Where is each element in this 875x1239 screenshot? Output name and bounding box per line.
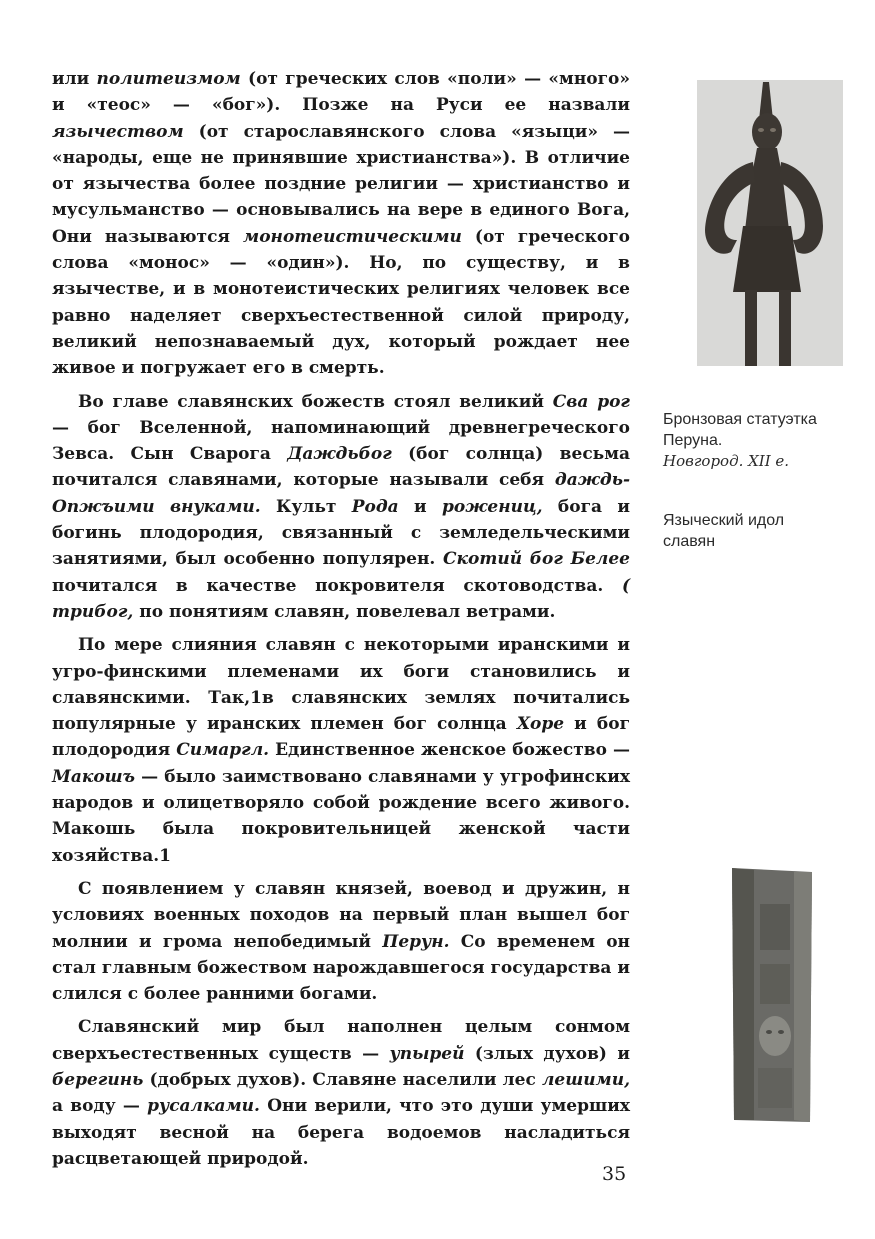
statuette-figure-icon [697, 80, 843, 366]
text-run: (добрых духов). Славяне населили лес [143, 1069, 542, 1090]
paragraph [52, 389, 630, 626]
emphasized-term: Перун. [382, 931, 450, 952]
bronze-statuette-photo [697, 80, 843, 366]
pagan-idol-photo [724, 864, 820, 1126]
emphasized-term: политеизмом [96, 69, 241, 89]
emphasized-term: Макошъ [52, 766, 136, 787]
paragraph [52, 1014, 630, 1172]
paragraph [52, 66, 630, 382]
text-run: бога и богинь плодородия, связанный с земледельческими занятиями, был особенно популярен. [52, 496, 630, 570]
emphasized-term: Хоре [516, 714, 565, 735]
text-run: а воду — [52, 1096, 148, 1117]
text-run: Славянский мир был наполнен целым сонмом сверхъестественных существ — [52, 1017, 630, 1064]
emphasized-term: даждь-Опжъими внуками. [52, 470, 630, 517]
text-run: — бог Вселенной, напоминающий древнегреческого Зевса. Сын Сварога [52, 417, 630, 465]
emphasized-term: Сва рог [552, 391, 630, 412]
text-run: (от старославянского слова «языци» — «народы, еще не принявшие христианства»). В отличие от язычества более поздние религии — христианство и мусульманство — основывались на вере в единого Вога, Они называются [52, 121, 630, 247]
text-run: Со временем он стал главным божеством нарождавшегося государства и слился с более ранними богами. [52, 931, 631, 1005]
text-run: Единственное женское божество — [269, 740, 630, 761]
main-text-column [52, 66, 630, 1179]
emphasized-term: Рода [351, 496, 399, 517]
text-run: — было заимствовано славянами у угрофинских народов и олицетворяло собой рождение всего живого. Макошь была покровительницей женской части хозяйства.1 [52, 766, 630, 866]
emphasized-term: Даждьбог [287, 444, 392, 465]
idol-caption-line-1: Языческий идол [663, 512, 785, 529]
idol-caption-line-2: славян [663, 533, 716, 550]
idol-pillar-icon [724, 864, 820, 1126]
emphasized-term: рожениц, [442, 496, 543, 517]
text-run: С появлением у славян князей, воевод и дружин, н условиях военных походов на первый план вышел бог молнии и грома непобедимый [52, 878, 630, 952]
text-run: и [398, 496, 442, 517]
emphasized-term: ( трибог, [52, 575, 630, 622]
emphasized-term: упырей [389, 1043, 465, 1064]
text-run: или [52, 69, 97, 89]
caption-title: Бронзовая статуэтка [663, 411, 817, 428]
idol-caption [663, 510, 868, 552]
text-run: почитался в качестве покровителя скотоводства. [52, 575, 622, 596]
emphasized-term: берегинь [52, 1069, 144, 1090]
paragraph [52, 876, 630, 1007]
text-run: (бог солнца) весьма почитался славянами, которые называли себя [52, 444, 630, 491]
emphasized-term: язычеством [52, 121, 184, 142]
statuette-caption [663, 409, 868, 472]
text-run: Культ [260, 496, 352, 517]
emphasized-term: монотеистическими [243, 226, 462, 247]
text-run: (от греческого слова «монос» — «один»). Но, по существу, и в язычестве, и в монотеистических религиях человек все равно наделяет сверхъестественной силой природу, великий непознаваемый дух, который рождает нее живое и погружает его в смерть. [52, 226, 631, 379]
emphasized-term: лешими, [541, 1069, 630, 1090]
text-run: (от греческих слов «поли» — «много» и «теос» — «бог»). Позже на Руси ее назвали [52, 69, 630, 116]
emphasized-term: Симаргл. [176, 740, 270, 761]
text-run: Во главе славянских божеств стоял великий [78, 391, 553, 412]
text-run: по понятиям славян, повелевал ветрами. [133, 601, 556, 622]
caption-subject: Перуна. [663, 432, 723, 449]
caption-origin: Новгород. XII е. [663, 452, 790, 470]
page-number: 35 [602, 1163, 627, 1185]
emphasized-term: Скотий бог Белее [443, 549, 630, 570]
text-run: (злых духов) и [464, 1043, 631, 1064]
paragraph [52, 632, 630, 869]
text-run: Они верили, что это души умерших выходят весной на берега водоемов насладиться расцветающей природой. [52, 1096, 630, 1169]
emphasized-term: русалками. [147, 1096, 260, 1117]
text-run: По мере слияния славян с некоторыми иранскими и угро-финскими племенами их боги становились и славянскими. Так,1в славянских землях почитались популярные у иранских племен бог солнца [52, 635, 630, 735]
text-run: и бог плодородия [52, 714, 631, 761]
